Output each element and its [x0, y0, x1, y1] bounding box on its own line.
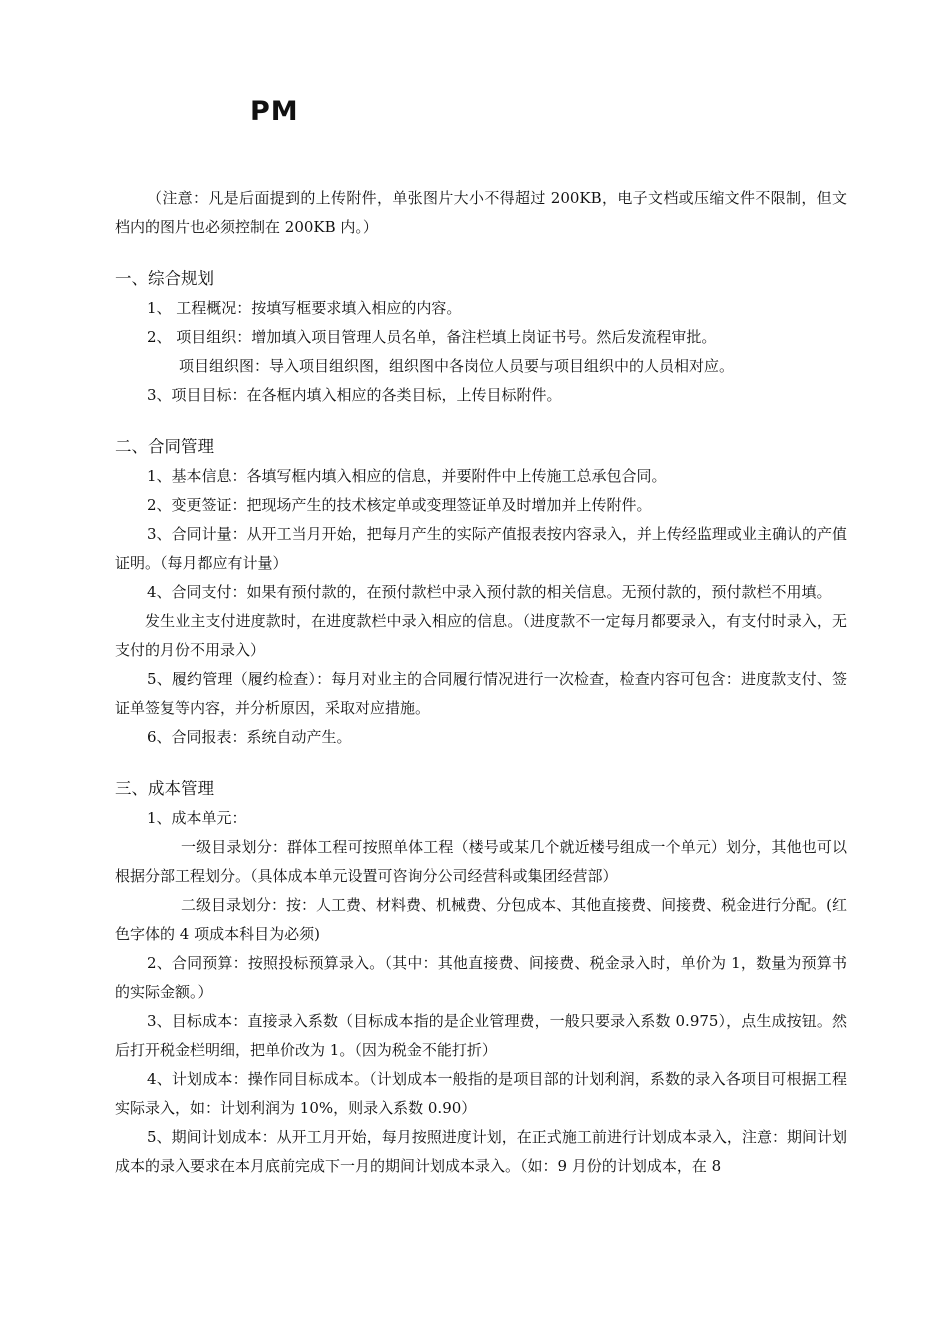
list-item: 5、期间计划成本：从开工月开始，每月按照进度计划，在正式施工前进行计划成本录入，注意：期间计划成本的录入要求在本月底前完成下一月的期间计划成本录入。（如：9 月份的计划成本，在 8	[115, 1128, 847, 1175]
section-heading-cost: 三、成本管理	[115, 779, 214, 798]
list-item: 2、变更签证：把现场产生的技术核定单或变理签证单及时增加并上传附件。	[147, 496, 652, 514]
list-item: 3、合同计量：从开工当月开始，把每月产生的实际产值报表按内容录入，并上传经监理或业主确认的产值证明。（每月都应有计量）	[115, 525, 847, 572]
list-item: 4、计划成本：操作同目标成本。（计划成本一般指的是项目部的计划利润，系数的录入各项目可根据工程实际录入，如：计划利润为 10%，则录入系数 0.90）	[115, 1070, 847, 1117]
section-heading-contract: 二、合同管理	[115, 437, 214, 456]
list-item: 6、合同报表：系统自动产生。	[147, 728, 352, 746]
list-item: 发生业主支付进度款时，在进度款栏中录入相应的信息。（进度款不一定每月都要录入，有支付时录入，无支付的月份不用录入）	[115, 612, 847, 659]
list-item: 3、目标成本：直接录入系数（目标成本指的是企业管理费，一般只要录入系数 0.975），点生成按钮。然后打开税金栏明细，把单价改为 1。（因为税金不能打折）	[115, 1012, 847, 1059]
list-item: 1、 工程概况：按填写框要求填入相应的内容。	[147, 299, 462, 317]
notice-paragraph: （注意：凡是后面提到的上传附件，单张图片大小不得超过 200KB，电子文档或压缩文件不限制，但文档内的图片也必须控制在 200KB 内。）	[115, 189, 847, 236]
list-item: 5、履约管理（履约检查）：每月对业主的合同履行情况进行一次检查，检查内容可包含：进度款支付、签证单签复等内容，并分析原因，采取对应措施。	[115, 670, 847, 717]
list-item: 4、合同支付：如果有预付款的，在预付款栏中录入预付款的相关信息。无预付款的，预付款栏不用填。	[147, 583, 832, 601]
list-item: 2、 项目组织：增加填入项目管理人员名单，备注栏填上岗证书号。然后发流程审批。	[147, 328, 717, 346]
list-item: 二级目录划分：按：人工费、材料费、机械费、分包成本、其他直接费、间接费、税金进行分配。(红色字体的 4 项成本科目为必须)	[115, 896, 847, 943]
list-item: 一级目录划分：群体工程可按照单体工程（楼号或某几个就近楼号组成一个单元）划分，其他也可以根据分部工程划分。（具体成本单元设置可咨询分公司经营科或集团经营部）	[115, 838, 847, 885]
list-item: 3、项目目标：在各框内填入相应的各类目标，上传目标附件。	[147, 386, 562, 404]
section-heading-planning: 一、综合规划	[115, 269, 214, 288]
list-item: 1、成本单元：	[147, 809, 247, 827]
document-title: PM	[250, 96, 299, 127]
list-item: 1、基本信息：各填写框内填入相应的信息，并要附件中上传施工总承包合同。	[147, 467, 667, 485]
list-item: 项目组织图：导入项目组织图，组织图中各岗位人员要与项目组织中的人员相对应。	[179, 357, 735, 375]
document-body	[115, 184, 847, 1181]
list-item: 2、合同预算：按照投标预算录入。（其中：其他直接费、间接费、税金录入时，单价为 1，数量为预算书的实际金额。）	[115, 954, 847, 1001]
